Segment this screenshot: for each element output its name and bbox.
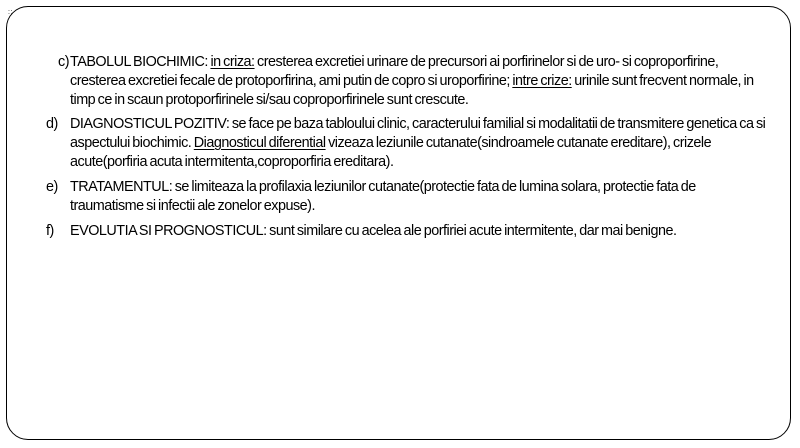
list-label: f): [46, 223, 54, 239]
item-heading: TABOLUL BIOCHIMIC:: [70, 54, 211, 70]
list-label: d): [46, 116, 58, 132]
list-item-evolutia: [46, 222, 771, 241]
item-text: vizeaza leziunile cutanate(sindroamele cutanate ereditare), crizele acute(porfiria acuta intermitenta,coproporfiria ereditara).: [70, 135, 712, 170]
list-label: e): [46, 179, 58, 195]
underlined-term: intre crize:: [512, 73, 572, 89]
item-text: : se limiteaza la profilaxia leziunilor cutanate(protectie fata de lumina solara, protectie fata de traumatisme si infectii ale zonelor expuse).: [70, 179, 696, 214]
item-text: : se face pe baza tabloului clinic, caracterului familial si modalitatii de transmitere genetica ca si aspectului biochimic.: [70, 116, 766, 151]
list-item-diagnosticul-pozitiv: [46, 115, 771, 172]
item-text: cresterea excretiei urinare de precursori ai porfirinelor si de uro- si coproporfirine, cresterea excretiei fecale de protoporfirina, ami putin de copro si uroporfirine;: [70, 54, 719, 89]
item-heading: EVOLUTIA SI PROGNOSTICUL: [70, 223, 264, 239]
list-item-tratamentul: [46, 178, 771, 216]
list-item-tabloul-biochimic: [46, 53, 771, 110]
underlined-term: in criza:: [210, 54, 255, 70]
item-heading: DIAGNOSTICUL POZITIV: [70, 116, 226, 132]
underlined-term: Diagnosticul diferential: [193, 135, 326, 151]
item-text: : sunt similare cu acelea ale porfiriei acute intermitente, dar mai benigne.: [263, 223, 677, 239]
item-text: urinile sunt frecvent normale, in timp ce in scaun protoporfirinele si/sau coproporfirinele sunt crescute.: [70, 73, 754, 108]
corner-marker: ::: [8, 9, 13, 16]
slide-body: [46, 53, 771, 247]
item-heading: TRATAMENTUL: [70, 179, 169, 195]
list-label: c): [58, 54, 69, 70]
